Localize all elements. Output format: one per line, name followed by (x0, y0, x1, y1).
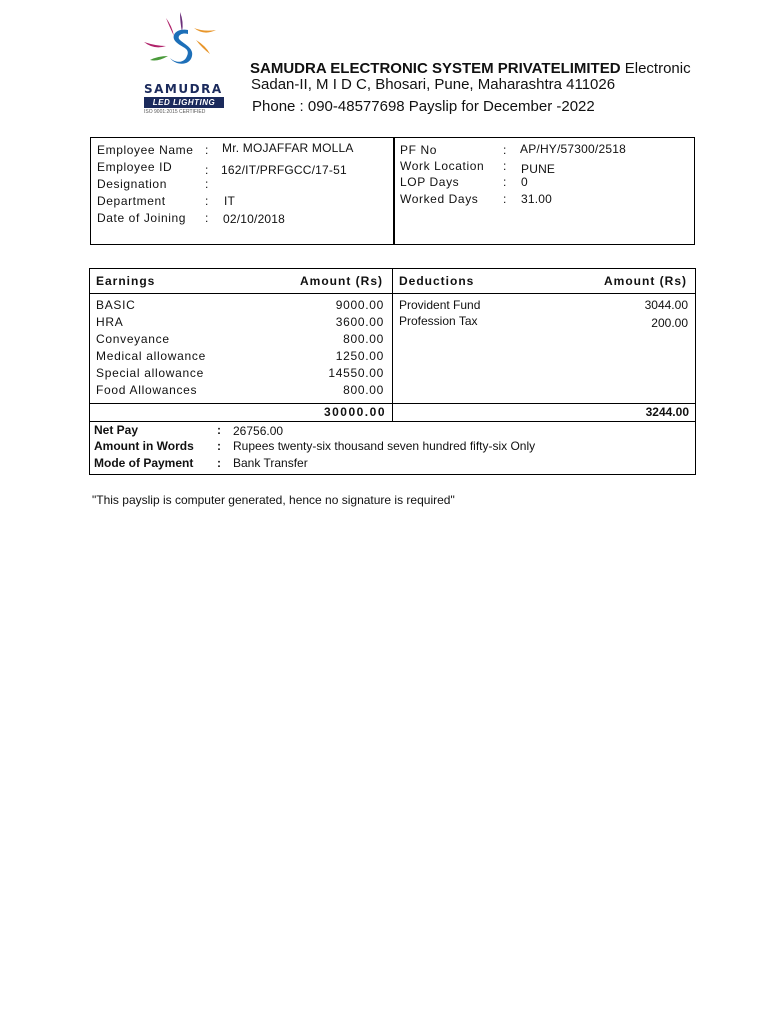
designation-label: Designation (97, 177, 167, 191)
earning-amount: 800.00 (343, 332, 384, 346)
employee-name-label: Employee Name (97, 143, 194, 157)
logo-certification: ISO 9001:2015 CERTIFIED (144, 109, 206, 115)
employee-id-label: Employee ID (97, 160, 173, 174)
earning-label: Conveyance (96, 332, 170, 346)
date-of-joining-label: Date of Joining (97, 211, 187, 225)
column-divider (392, 269, 393, 421)
net-pay-value: 26756.00 (233, 424, 284, 438)
net-pay-label: Net Pay (94, 423, 139, 437)
deduction-amount: 3044.00 (644, 298, 688, 312)
mode-of-payment-label: Mode of Payment (94, 456, 194, 470)
work-location-colon: : (503, 159, 507, 173)
earning-label: HRA (96, 315, 124, 329)
company-name-line (250, 60, 691, 77)
designation-colon: : (205, 177, 209, 191)
mode-of-payment-colon: : (217, 456, 221, 470)
department-label: Department (97, 194, 166, 208)
earning-amount: 800.00 (343, 383, 384, 397)
totals-bottom-divider (90, 421, 695, 422)
worked-days-label: Worked Days (400, 192, 479, 206)
deductions-amount-header: Amount (Rs) (604, 274, 687, 288)
employee-id-colon: : (205, 163, 209, 177)
company-logo (136, 6, 230, 118)
amount-in-words-colon: : (217, 439, 221, 453)
date-of-joining-value: 02/10/2018 (223, 212, 286, 226)
pf-no-label: PF No (400, 143, 438, 157)
deductions-header: Deductions (399, 274, 475, 288)
deduction-label: Profession Tax (399, 314, 478, 328)
earning-amount: 3600.00 (335, 315, 384, 329)
earning-label: Medical allowance (96, 349, 206, 363)
logo-brand: SAMUDRA (144, 82, 223, 96)
earnings-total: 30000.00 (323, 405, 386, 419)
employee-name-colon: : (205, 143, 209, 157)
worked-days-value: 31.00 (521, 192, 553, 206)
earnings-amount-header: Amount (Rs) (300, 274, 383, 288)
company-phone-payslip-period: Phone : 090-48577698 Payslip for December -2022 (252, 98, 595, 115)
employee-name-value: Mr. MOJAFFAR MOLLA (222, 141, 354, 155)
earning-label: Special allowance (96, 366, 204, 380)
computer-generated-note: "This payslip is computer generated, hence no signature is required" (92, 493, 455, 507)
earning-label: BASIC (96, 298, 136, 312)
date-of-joining-colon: : (205, 211, 209, 225)
department-colon: : (205, 194, 209, 208)
deductions-total: 3244.00 (645, 405, 689, 419)
earning-label: Food Allowances (96, 383, 198, 397)
company-name-tail: Electronic (624, 60, 691, 77)
employee-info-box (90, 137, 695, 245)
lop-days-colon: : (503, 175, 507, 189)
mode-of-payment-value: Bank Transfer (233, 456, 308, 470)
pf-no-colon: : (503, 143, 507, 157)
amount-in-words-value: Rupees twenty-six thousand seven hundred fifty-six Only (233, 439, 536, 453)
logo-tagline: LED LIGHTING (144, 97, 224, 108)
earning-amount: 9000.00 (335, 298, 384, 312)
earnings-header: Earnings (96, 274, 156, 288)
net-pay-colon: : (217, 423, 221, 437)
earning-amount: 1250.00 (335, 349, 384, 363)
deduction-label: Provident Fund (399, 298, 481, 312)
earning-amount: 14550.00 (328, 366, 384, 380)
work-location-value: PUNE (521, 162, 556, 176)
info-divider (393, 138, 395, 244)
company-address: Sadan-II, M I D C, Bhosari, Pune, Maharashtra 411026 (251, 76, 616, 93)
employee-id-value: 162/IT/PRFGCC/17-51 (221, 163, 347, 177)
lop-days-label: LOP Days (400, 175, 460, 189)
department-value: IT (224, 194, 236, 208)
work-location-label: Work Location (400, 159, 485, 173)
deduction-amount: 200.00 (651, 316, 688, 330)
lop-days-value: 0 (521, 175, 528, 189)
company-name: SAMUDRA ELECTRONIC SYSTEM PRIVATELIMITED (250, 60, 621, 77)
worked-days-colon: : (503, 192, 507, 206)
pf-no-value: AP/HY/57300/2518 (520, 142, 626, 156)
amount-in-words-label: Amount in Words (94, 439, 194, 453)
pay-details-table (89, 268, 696, 475)
